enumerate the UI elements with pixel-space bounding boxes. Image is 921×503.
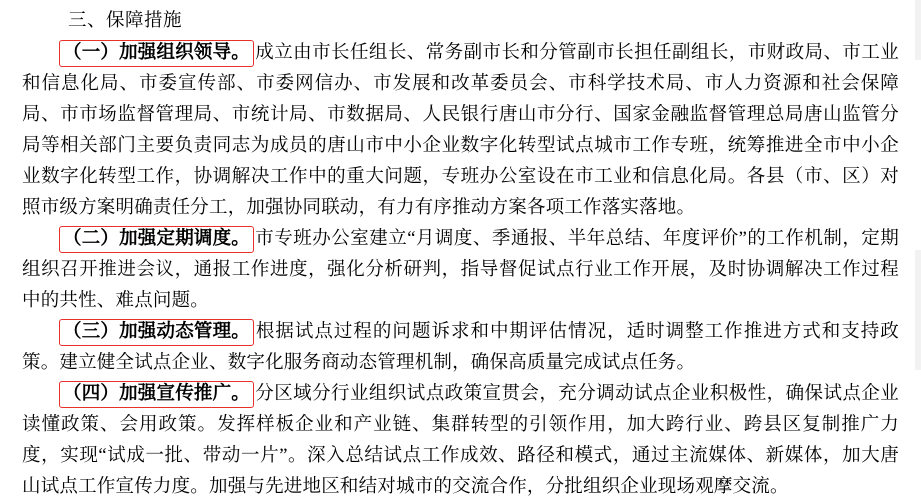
paragraph-1 [22, 38, 899, 224]
paragraph-3 [22, 317, 899, 379]
paragraph-3-text: 根据试点过程的问题诉求和中期评估情况，适时调整工作推进方式和支持政策。建立健全试点企业、数字化服务商动态管理机制，确保高质量完成试点任务。 [22, 322, 899, 373]
highlighted-label-1: （一）加强组织领导。 [59, 40, 254, 67]
highlighted-label-3: （三）加强动态管理。 [59, 319, 254, 346]
section-heading: 三、保障措施 [68, 11, 183, 31]
paragraph-2-text: 市专班办公室建立“月调度、季通报、半年总结、年度评价”的工作机制，定期组织召开推进会议，通报工作进度，强化分析研判，指导督促试点行业工作开展，及时协调解决工作过程中的共性、难点问题。 [22, 229, 899, 311]
paragraph-2 [22, 224, 899, 317]
paragraph-1-text: 成立由市长任组长、常务副市长和分管副市长担任副组长，市财政局、市工业和信息化局、市委宣传部、市委网信办、市发展和改革委员会、市科学技术局、市人力资源和社会保障局、市市场监督管理局、市统计局、市数据局、人民银行唐山市分行、国家金融监督管理总局唐山监管分局等相关部门主要负责同志为成员的唐山市中小企业数字化转型试点城市工作专班，统筹推进全市中小企业数字化转型工作，协调解决工作中的重大问题，专班办公室设在市工业和信息化局。各县（市、区）对照市级方案明确责任分工，加强协同联动，有力有序推动方案各项工作落实落地。 [22, 43, 899, 218]
paragraph-4 [22, 379, 899, 503]
highlighted-label-2: （二）加强定期调度。 [59, 226, 254, 253]
scan-edge-artifact [915, 250, 921, 370]
scan-edge-artifact [915, 0, 921, 60]
highlighted-label-4: （四）加强宣传推广。 [59, 381, 254, 408]
paragraph-4-text: 分区域分行业组织试点政策宣贯会，充分调动试点企业积极性，确保试点企业读懂政策、会用政策。发挥样板企业和产业链、集群转型的引领作用，加大跨行业、跨县区复制推广力度，实现“试成一批、带动一片”。深入总结试点工作成效、路径和模式，通过主流媒体、新媒体，加大唐山试点工作宣传力度。加强与先进地区和结对城市的交流合作，分批组织企业现场观摩交流。 [22, 384, 899, 497]
